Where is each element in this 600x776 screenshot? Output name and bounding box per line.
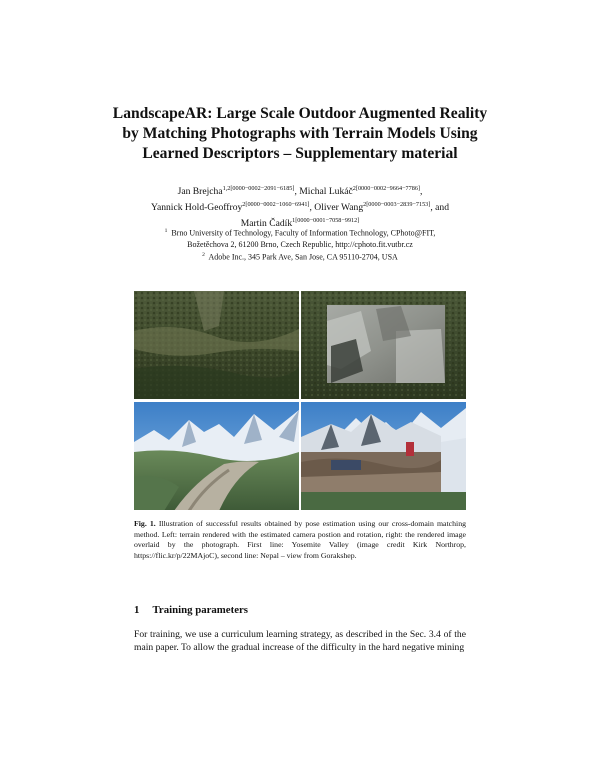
nepal-photo-overlay	[301, 402, 466, 510]
author-separator: ,	[309, 201, 315, 213]
author-affil-orcid: 2[0000−0002−9664−7786]	[352, 185, 420, 192]
section-heading	[134, 604, 248, 616]
section-number: 1	[134, 604, 140, 616]
author-separator: , and	[430, 201, 449, 213]
yosemite-terrain-render	[134, 291, 299, 399]
author-name: Oliver Wang	[314, 201, 364, 213]
author-affil-orcid: 1,2[0000−0002−2091−6185]	[222, 185, 295, 192]
figure-caption	[134, 519, 466, 561]
body-paragraph: For training, we use a curriculum learning strategy, as described in the Sec. 3.4 of the main paper. To allow the gradual increase of the difficulty in the hard negative mining	[134, 629, 466, 653]
affiliation-text: Brno University of Technology, Faculty of Information Technology, CPhoto@FIT,	[171, 228, 436, 238]
title-line-2: by Matching Photographs with Terrain Models Using	[122, 125, 478, 142]
figure-caption-text: Illustration of successful results obtained by pose estimation using our cross-domain matching method. Left: terrain rendered with the estimated camera postion and rotation, right: the rendered image overlaid by the photograph. First line: Yosemite Valley (image credit Kirk Northrop, https://flic.kr/p/22MAjoC), second line: Nepal – view from Gorakshep.	[134, 519, 467, 560]
section-title: Training parameters	[152, 604, 248, 616]
yosemite-photo-overlay	[301, 291, 466, 399]
nepal-terrain-render	[134, 402, 299, 510]
author-name: Michal Lukáč	[299, 186, 353, 198]
author-name: Yannick Hold-Geoffroy	[150, 201, 243, 213]
figure-1	[134, 291, 466, 511]
affiliation-text: Božetěchova 2, 61200 Brno, Czech Republic, http://cphoto.fit.vutbr.cz	[187, 239, 413, 249]
author-affil-orcid: 1[0000−0001−7058−9912]	[292, 216, 360, 224]
affiliation-line	[100, 226, 500, 239]
affiliation-marker: 2	[202, 251, 205, 258]
author-separator: ,	[294, 186, 300, 198]
affiliation-line	[100, 239, 500, 250]
affiliations	[100, 226, 500, 262]
author-name: Martin Čadík	[240, 217, 293, 229]
author-name: Jan Brejcha	[177, 186, 223, 198]
affiliation-text: Adobe Inc., 345 Park Ave, San Jose, CA 95110-2704, USA	[208, 252, 398, 262]
author-affil-orcid: 2[0000−0003−2839−7153]	[363, 200, 431, 208]
title-line-1: LandscapeAR: Large Scale Outdoor Augmented Reality	[112, 105, 488, 122]
author-separator: ,	[419, 186, 423, 198]
figure-label: Fig. 1.	[134, 519, 156, 528]
title-line-3: Learned Descriptors – Supplementary material	[142, 145, 458, 162]
affiliation-marker: 1	[164, 228, 168, 234]
page-title	[60, 104, 540, 164]
affiliation-line	[100, 250, 500, 263]
author-affil-orcid: 2[0000−0002−1060−6941]	[242, 200, 310, 208]
author-list	[70, 183, 530, 230]
